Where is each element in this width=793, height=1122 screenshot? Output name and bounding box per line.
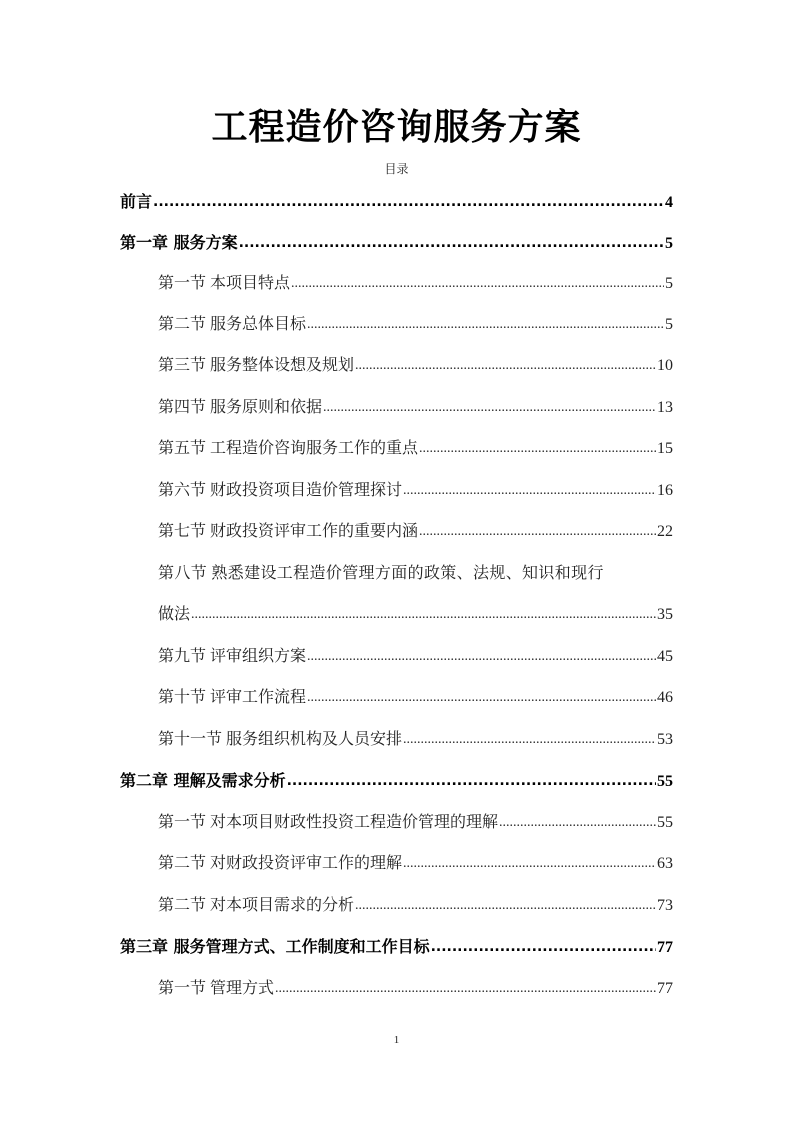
toc-entry-label: 第十一节 服务组织机构及人员安排 <box>158 731 403 748</box>
dot-leader <box>403 728 656 752</box>
toc-entry-label: 第一节 对本项目财政性投资工程造价管理的理解 <box>158 814 499 831</box>
toc-entry-label-line1[interactable]: 第八节 熟悉建设工程造价管理方面的政策、法规、知识和现行 <box>158 565 604 582</box>
dot-leader <box>355 894 656 918</box>
toc-entry-label: 第五节 工程造价咨询服务工作的重点 <box>158 440 419 457</box>
toc-entry-label: 第一节 本项目特点 <box>158 275 291 292</box>
dot-leader <box>323 396 656 420</box>
dot-leader <box>307 686 656 710</box>
toc-entry-label: 第二节 对本项目需求的分析 <box>158 897 355 914</box>
toc-entry-page: 5 <box>665 316 673 333</box>
toc-entry-section[interactable] <box>158 645 673 669</box>
toc-entry-label: 第七节 财政投资评审工作的重要内涵 <box>158 523 419 540</box>
toc-entry-label: 第二节 对财政投资评审工作的理解 <box>158 855 403 872</box>
toc-entry-section[interactable] <box>158 728 673 752</box>
dot-leader <box>499 811 656 835</box>
dot-leader <box>307 313 664 337</box>
toc-entry-preface[interactable] <box>120 190 673 214</box>
toc-entry-page: 10 <box>657 357 673 374</box>
toc-entry-page: 45 <box>657 648 673 665</box>
toc-entry-label: 第一章 服务方案 <box>120 233 238 252</box>
toc-caption: 目录 <box>384 162 409 176</box>
toc-entry-page: 77 <box>657 980 673 997</box>
dot-leader <box>239 231 664 255</box>
toc-entry-page: 13 <box>657 399 673 416</box>
toc-entry-page: 5 <box>665 275 673 292</box>
toc-entry-section[interactable] <box>158 437 673 461</box>
toc-entry-section[interactable] <box>158 603 673 627</box>
toc-entry-label: 第二章 理解及需求分析 <box>120 771 286 790</box>
toc-entry-section[interactable] <box>158 686 673 710</box>
toc-entry-page: 5 <box>665 235 673 252</box>
toc-entry-section[interactable] <box>158 852 673 876</box>
toc-entry-page: 63 <box>657 855 673 872</box>
dot-leader <box>307 645 656 669</box>
document-title: 工程造价咨询服务方案 <box>211 107 582 148</box>
toc-entry-page: 35 <box>657 606 673 623</box>
toc-entry-label: 第二节 服务总体目标 <box>158 316 307 333</box>
toc-entry-label: 做法 <box>158 606 191 623</box>
toc-entry-page: 55 <box>657 773 673 790</box>
toc-entry-page: 73 <box>657 897 673 914</box>
dot-leader <box>287 769 656 793</box>
toc-entry-section[interactable] <box>158 811 673 835</box>
dot-leader <box>191 603 656 627</box>
toc-entry-page: 55 <box>657 814 673 831</box>
toc-entry-page: 4 <box>665 194 673 211</box>
page-number: 1 <box>393 1034 400 1046</box>
toc-entry-section[interactable] <box>158 354 673 378</box>
dot-leader <box>419 437 656 461</box>
toc-entry-section[interactable] <box>158 520 673 544</box>
toc-entry-page: 15 <box>657 440 673 457</box>
toc-entry-label: 第三章 服务管理方式、工作制度和工作目标 <box>120 937 430 956</box>
toc-entry-section[interactable] <box>158 396 673 420</box>
toc-entry-section[interactable] <box>158 977 673 1001</box>
toc-entry-page: 16 <box>657 482 673 499</box>
toc-entry-section[interactable] <box>158 479 673 503</box>
toc-entry-label: 第十节 评审工作流程 <box>158 689 307 706</box>
toc-entry-chapter-1[interactable] <box>120 231 673 255</box>
toc-entry-section[interactable] <box>158 894 673 918</box>
toc-entry-section[interactable] <box>158 272 673 296</box>
toc-entry-section[interactable] <box>158 313 673 337</box>
toc-entry-label: 第九节 评审组织方案 <box>158 648 307 665</box>
toc-entry-label: 第四节 服务原则和依据 <box>158 399 323 416</box>
toc-entry-chapter-2[interactable] <box>120 769 673 793</box>
dot-leader <box>431 935 656 959</box>
dot-leader <box>419 520 656 544</box>
dot-leader <box>291 272 664 296</box>
dot-leader <box>153 190 664 214</box>
toc-entry-page: 53 <box>657 731 673 748</box>
toc-entry-page: 22 <box>657 523 673 540</box>
dot-leader <box>275 977 656 1001</box>
toc-entry-page: 77 <box>657 939 673 956</box>
toc-entry-label: 第三节 服务整体设想及规划 <box>158 357 355 374</box>
dot-leader <box>403 479 656 503</box>
toc-entry-label: 前言 <box>120 192 153 211</box>
toc-entry-chapter-3[interactable] <box>120 935 673 959</box>
toc-entry-label: 第六节 财政投资项目造价管理探讨 <box>158 482 403 499</box>
dot-leader <box>403 852 656 876</box>
dot-leader <box>355 354 656 378</box>
toc-entry-label: 第一节 管理方式 <box>158 980 275 997</box>
toc-entry-page: 46 <box>657 689 673 706</box>
